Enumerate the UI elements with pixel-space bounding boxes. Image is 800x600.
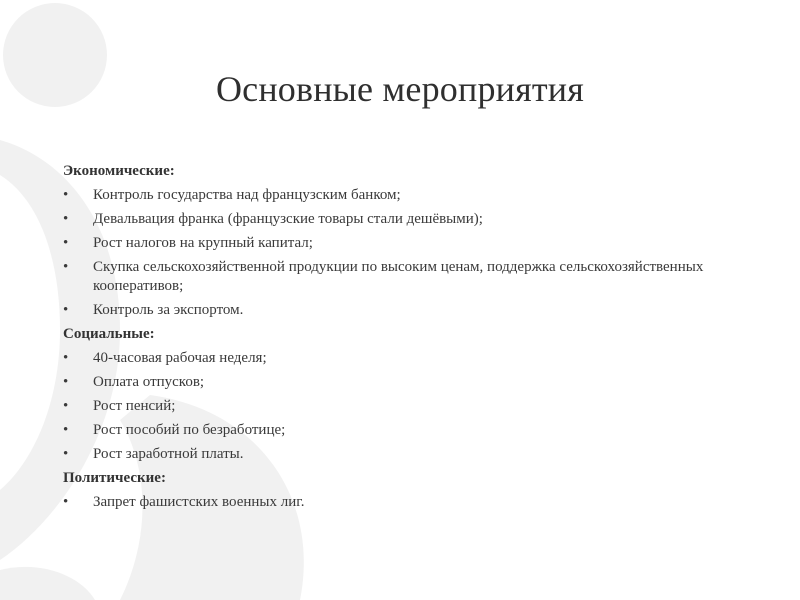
bullet-icon: •: [63, 187, 69, 203]
list-item-text: Рост заработной платы.: [93, 446, 244, 462]
list-item: [63, 421, 723, 440]
bullet-icon: •: [63, 374, 69, 390]
bullet-icon: •: [63, 259, 69, 275]
list-item: [63, 373, 723, 392]
bullet-icon: •: [63, 398, 69, 414]
section-heading: Политические:: [63, 470, 166, 486]
bullet-list: [63, 493, 723, 512]
bullet-list: [63, 186, 723, 320]
list-item-text: Запрет фашистских военных лиг.: [93, 494, 305, 510]
slide-title: Основные мероприятия: [215, 69, 585, 109]
bullet-icon: •: [63, 494, 69, 510]
bullet-icon: •: [63, 235, 69, 251]
list-item-text: Девальвация франка (французские товары стали дешёвыми);: [93, 211, 483, 227]
bullet-icon: •: [63, 302, 69, 318]
list-item: [63, 258, 723, 296]
list-item-text: Скупка сельскохозяйственной продукции по высоким ценам, поддержка сельскохозяйственных кооперативов;: [93, 259, 704, 294]
list-item-text: Оплата отпусков;: [93, 374, 205, 390]
section-heading: Экономические:: [63, 163, 175, 179]
list-item-text: Рост пенсий;: [93, 398, 176, 414]
bullet-list: [63, 349, 723, 464]
list-item: [63, 349, 723, 368]
slide-content: [63, 162, 723, 517]
list-item-text: 40-часовая рабочая неделя;: [93, 350, 267, 366]
section-political: [63, 469, 723, 512]
section-social: [63, 325, 723, 464]
bullet-icon: •: [63, 446, 69, 462]
bullet-icon: •: [63, 211, 69, 227]
section-heading: Социальные:: [63, 326, 155, 342]
list-item: [63, 234, 723, 253]
list-item-text: Контроль государства над французским банком;: [93, 187, 401, 203]
list-item: [63, 493, 723, 512]
list-item: [63, 445, 723, 464]
section-economic: [63, 162, 723, 320]
list-item: [63, 186, 723, 205]
list-item: [63, 301, 723, 320]
list-item-text: Рост налогов на крупный капитал;: [93, 235, 313, 251]
bullet-icon: •: [63, 422, 69, 438]
list-item-text: Контроль за экспортом.: [93, 302, 244, 318]
bullet-icon: •: [63, 350, 69, 366]
list-item: [63, 397, 723, 416]
list-item-text: Рост пособий по безработице;: [93, 422, 286, 438]
list-item: [63, 210, 723, 229]
